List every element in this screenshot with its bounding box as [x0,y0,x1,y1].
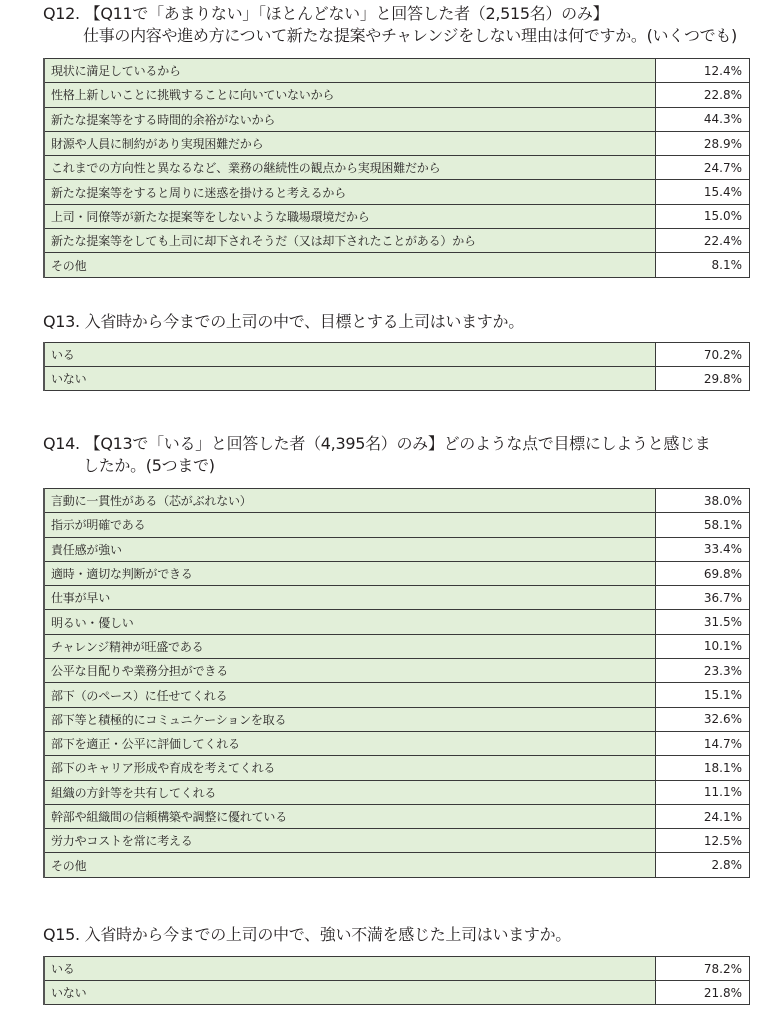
q12-title-line2: 仕事の内容や進め方について新たな提案やチャレンジをしない理由は何ですか。(いくつでも) [83,26,737,45]
q14-table [43,488,750,878]
table-row [44,829,750,853]
row-value: 78.2% [656,957,750,981]
row-value: 21.8% [656,981,750,1005]
row-label: 新たな提案等をしても上司に却下されそうだ（又は却下されたことがある）から [44,229,656,253]
q12-table [43,58,750,278]
table-row [44,957,750,981]
table-row [44,513,750,537]
row-value: 31.5% [656,610,750,634]
row-value: 36.7% [656,586,750,610]
q13-title [43,311,524,333]
row-value: 24.7% [656,156,750,180]
row-label: 適時・適切な判断ができる [44,561,656,585]
table-row [44,586,750,610]
table-row [44,180,750,204]
row-label: 上司・同僚等が新たな提案等をしないような職場環境だから [44,204,656,228]
q15-title-line1: Q15. 入省時から今までの上司の中で、強い不満を感じた上司はいますか。 [43,925,572,944]
table-row [44,731,750,755]
row-label: 部下（のペース）に任せてくれる [44,683,656,707]
row-value: 24.1% [656,804,750,828]
q12-title [43,3,737,47]
row-value: 15.1% [656,683,750,707]
row-value: 38.0% [656,489,750,513]
row-label: 労力やコストを常に考える [44,829,656,853]
row-label: いる [44,343,656,367]
row-value: 32.6% [656,707,750,731]
row-value: 2.8% [656,853,750,877]
table-row [44,537,750,561]
row-label: 言動に一貫性がある（芯がぶれない） [44,489,656,513]
row-label: いる [44,957,656,981]
row-value: 58.1% [656,513,750,537]
table-row [44,107,750,131]
table-row [44,981,750,1005]
q12-title-line1: Q12. 【Q11で「あまりない」「ほとんどない」と回答した者（2,515名）のみ】 [43,4,609,23]
row-label: 部下等と積極的にコミュニケーションを取る [44,707,656,731]
table-row [44,367,750,391]
row-label: 責任感が強い [44,537,656,561]
table-row [44,204,750,228]
row-label: 指示が明確である [44,513,656,537]
table-row [44,610,750,634]
table-row [44,707,750,731]
row-value: 18.1% [656,756,750,780]
row-value: 28.9% [656,131,750,155]
table-row [44,756,750,780]
row-label: その他 [44,853,656,877]
row-label: チャレンジ精神が旺盛である [44,634,656,658]
table-row [44,804,750,828]
row-value: 14.7% [656,731,750,755]
row-value: 15.0% [656,204,750,228]
row-label: 財源や人員に制約があり実現困難だから [44,131,656,155]
row-value: 8.1% [656,253,750,277]
row-label: 組織の方針等を共有してくれる [44,780,656,804]
table-row [44,683,750,707]
row-label: これまでの方向性と異なるなど、業務の継続性の観点から実現困難だから [44,156,656,180]
table-row [44,253,750,277]
row-label: 現状に満足しているから [44,59,656,83]
table-row [44,780,750,804]
row-label: 部下のキャリア形成や育成を考えてくれる [44,756,656,780]
table-row [44,489,750,513]
table-row [44,561,750,585]
q14-title [43,433,711,477]
row-value: 70.2% [656,343,750,367]
row-label: 公平な目配りや業務分担ができる [44,659,656,683]
row-value: 33.4% [656,537,750,561]
q14-title-line1: Q14. 【Q13で「いる」と回答した者（4,395名）のみ】どのような点で目標にしようと感じま [43,434,711,453]
table-row [44,853,750,877]
row-label: 明るい・優しい [44,610,656,634]
row-label: 性格上新しいことに挑戦することに向いていないから [44,83,656,107]
row-value: 22.4% [656,229,750,253]
row-value: 23.3% [656,659,750,683]
row-value: 44.3% [656,107,750,131]
row-label: いない [44,981,656,1005]
row-value: 69.8% [656,561,750,585]
row-label: 幹部や組織間の信頼構築や調整に優れている [44,804,656,828]
row-value: 10.1% [656,634,750,658]
q13-table [43,342,750,391]
q15-title [43,924,571,946]
row-label: 仕事が早い [44,586,656,610]
q15-table [43,956,750,1005]
table-row [44,659,750,683]
table-row [44,634,750,658]
row-value: 15.4% [656,180,750,204]
table-row [44,229,750,253]
row-value: 11.1% [656,780,750,804]
q13-title-line1: Q13. 入省時から今までの上司の中で、目標とする上司はいますか。 [43,312,524,331]
table-row [44,131,750,155]
row-value: 22.8% [656,83,750,107]
row-label: その他 [44,253,656,277]
q14-title-line2: したか。(5つまで) [83,456,215,475]
row-label: いない [44,367,656,391]
row-value: 12.4% [656,59,750,83]
row-value: 12.5% [656,829,750,853]
table-row [44,83,750,107]
row-label: 部下を適正・公平に評価してくれる [44,731,656,755]
row-value: 29.8% [656,367,750,391]
table-row [44,156,750,180]
row-label: 新たな提案等をする時間的余裕がないから [44,107,656,131]
row-label: 新たな提案等をすると周りに迷惑を掛けると考えるから [44,180,656,204]
table-row [44,343,750,367]
table-row [44,59,750,83]
